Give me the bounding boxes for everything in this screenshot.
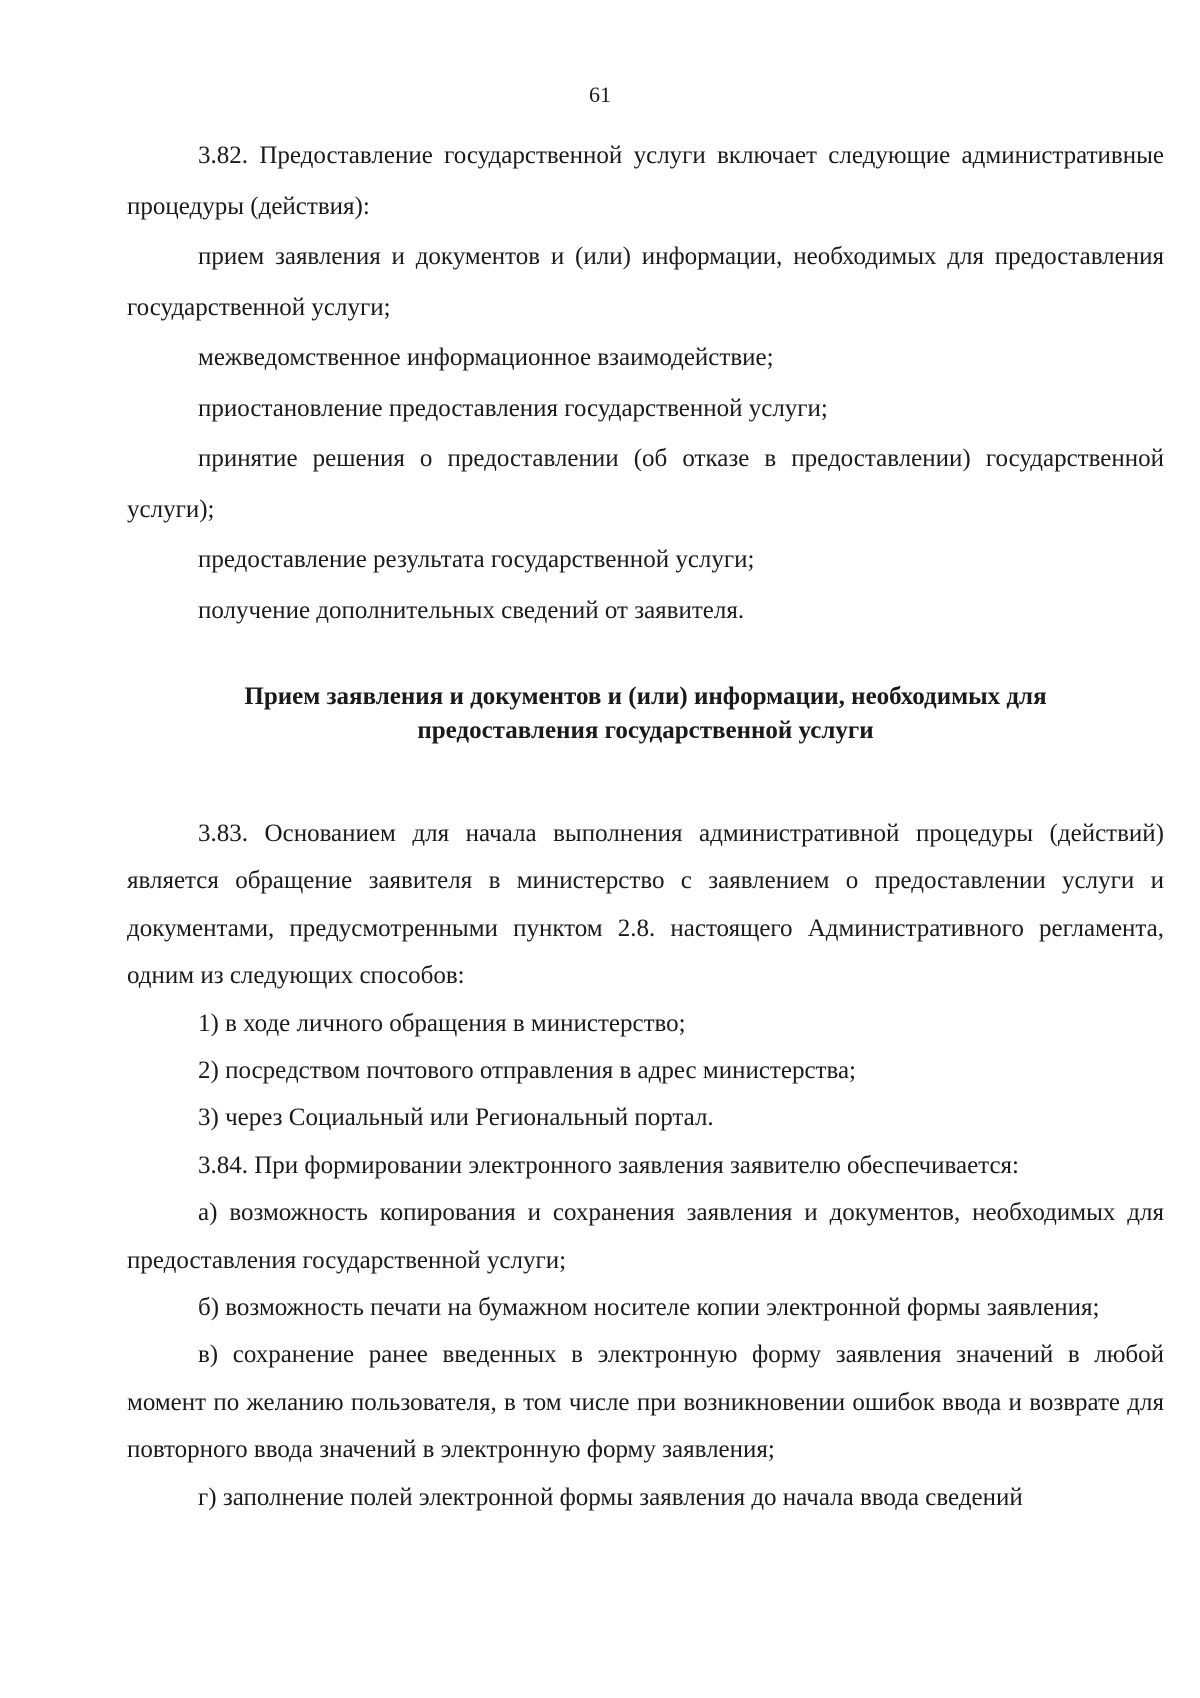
provision-item: в) сохранение ранее введенных в электронную форму заявления значений в любой момент по желанию пользователя, в том числе при возникновении ошибок ввода и возврате для повторного ввода значений в электронную форму заявления; <box>127 1341 1164 1464</box>
section-heading-line-1: Прием заявления и документов и (или) информации, необходимых для <box>244 683 1047 710</box>
application-section <box>127 810 1164 1521</box>
paragraph-3-83: 3.83. Основанием для начала выполнения административной процедуры (действий) является обращение заявителя в министерство с заявлением о предоставлении услуги и документами, предусмотренными пунктом 2.8. настоящего Административного регламента, одним из следующих способов: <box>127 820 1164 990</box>
method-item: 3) через Социальный или Региональный портал. <box>198 1104 714 1132</box>
procedure-item: предоставление результата государственной услуги; <box>198 546 755 573</box>
method-item: 2) посредством почтового отправления в адрес министерства; <box>198 1057 856 1085</box>
procedures-section <box>127 131 1164 636</box>
provision-item: б) возможность печати на бумажном носителе копии электронной формы заявления; <box>198 1294 1100 1322</box>
paragraph-3-82: 3.82. Предоставление государственной услуги включает следующие административные процедуры (действия): <box>127 142 1164 220</box>
paragraph-3-84: 3.84. При формировании электронного заявления заявителю обеспечивается: <box>198 1151 1019 1179</box>
procedure-item: получение дополнительных сведений от заявителя. <box>198 596 745 624</box>
procedure-item: принятие решения о предоставлении (об отказе в предоставлении) государственной услуги); <box>127 445 1164 523</box>
page-number: 61 <box>589 82 611 107</box>
provision-item: г) заполнение полей электронной формы заявления до начала ввода сведений <box>198 1483 1023 1511</box>
method-item: 1) в ходе личного обращения в министерство; <box>198 1009 686 1037</box>
procedure-item: прием заявления и документов и (или) информации, необходимых для предоставления государственной услуги; <box>127 243 1164 321</box>
procedure-item: приостановление предоставления государственной услуги; <box>198 394 828 422</box>
section-heading <box>127 680 1164 748</box>
section-heading-line-2: предоставления государственной услуги <box>417 717 874 744</box>
procedure-item: межведомственное информационное взаимодействие; <box>198 344 774 371</box>
provision-item: а) возможность копирования и сохранения заявления и документов, необходимых для предоставления государственной услуги; <box>127 1199 1164 1274</box>
